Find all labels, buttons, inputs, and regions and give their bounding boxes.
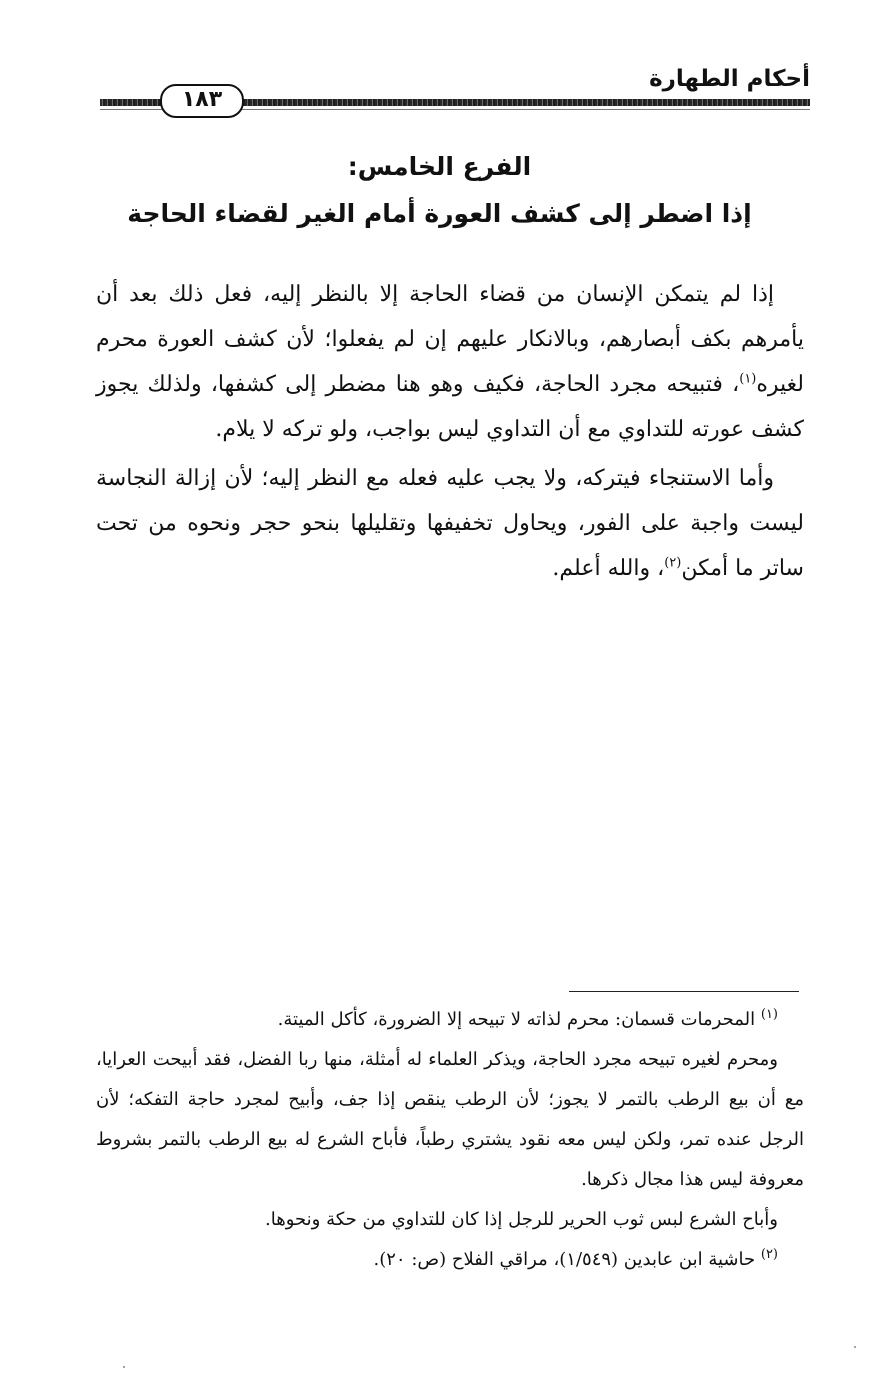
footnote-ref: (٢) bbox=[664, 555, 682, 571]
footnote bbox=[96, 1200, 804, 1240]
paragraph-text: ، والله أعلم. bbox=[552, 556, 665, 581]
paragraph-text: إذا لم يتمكن الإنسان من قضاء الحاجة إلا بالنظر إليه، فعل ذلك بعد أن يأمرهم بكف أبصارهم، وبالانكار عليهم إن لم يفعلوا؛ لأن كشف العورة محرم لغيره bbox=[96, 282, 804, 397]
section-title: إذا اضطر إلى كشف العورة أمام الغير لقضاء الحاجة bbox=[127, 199, 752, 228]
footnote-separator bbox=[569, 991, 799, 992]
footnote-text: ومحرم لغيره تبيحه مجرد الحاجة، ويذكر العلماء له أمثلة، منها ربا الفضل، فقد أبيحت العرايا، مع أن بيع الرطب بالتمر لا يجوز؛ لأن الرطب ينقص إذا جف، وأبيح لمجرد حاجة التفكه؛ لأن الرجل عنده تمر، ولكن ليس معه نقود يشتري رطباً، فأباح الشرع له بيع الرطب بالتمر بشروط معروفة ليس هذا مجال ذكرها. bbox=[96, 1049, 804, 1190]
scan-speck bbox=[854, 1346, 856, 1348]
section-label: الفرع الخامس: bbox=[347, 152, 532, 181]
footnote-ref: (١) bbox=[739, 371, 757, 387]
running-header bbox=[100, 62, 810, 118]
footnote-number: (٢) bbox=[760, 1247, 778, 1262]
footnotes bbox=[96, 1000, 804, 1280]
page-number: ١٨٣ bbox=[160, 84, 244, 118]
paragraph bbox=[96, 456, 804, 591]
footnote-text: المحرمات قسمان: محرم لذاته لا تبيحه إلا الضرورة، كأكل الميتة. bbox=[277, 1009, 756, 1030]
paragraph bbox=[96, 272, 804, 452]
footnote-text: وأباح الشرع لبس ثوب الحرير للرجل إذا كان للتداوي من حكة ونحوها. bbox=[265, 1209, 778, 1230]
footnote bbox=[96, 1000, 804, 1040]
footnote bbox=[96, 1240, 804, 1280]
paragraph-text: وأما الاستنجاء فيتركه، ولا يجب عليه فعله مع النظر إليه؛ لأن إزالة النجاسة ليست واجبة على الفور، ويحاول تخفيفها وتقليلها بنحو حجر ونحوه من تحت ساتر ما أمكن bbox=[96, 466, 804, 581]
footnote-number: (١) bbox=[760, 1007, 778, 1022]
body-text bbox=[96, 272, 804, 591]
footnote bbox=[96, 1040, 804, 1200]
footnote-text: حاشية ابن عابدين (١/٥٤٩)، مراقي الفلاح (ص: ٢٠). bbox=[373, 1249, 756, 1270]
scan-speck bbox=[123, 1366, 125, 1368]
paragraph-text: ، فتبيحه مجرد الحاجة، فكيف وهو هنا مضطر إلى كشفها، ولذلك يجوز كشف عورته للتداوي مع أن التداوي ليس بواجب، ولو تركه لا يلام. bbox=[96, 372, 804, 442]
book-title: أحكام الطهارة bbox=[649, 66, 810, 92]
